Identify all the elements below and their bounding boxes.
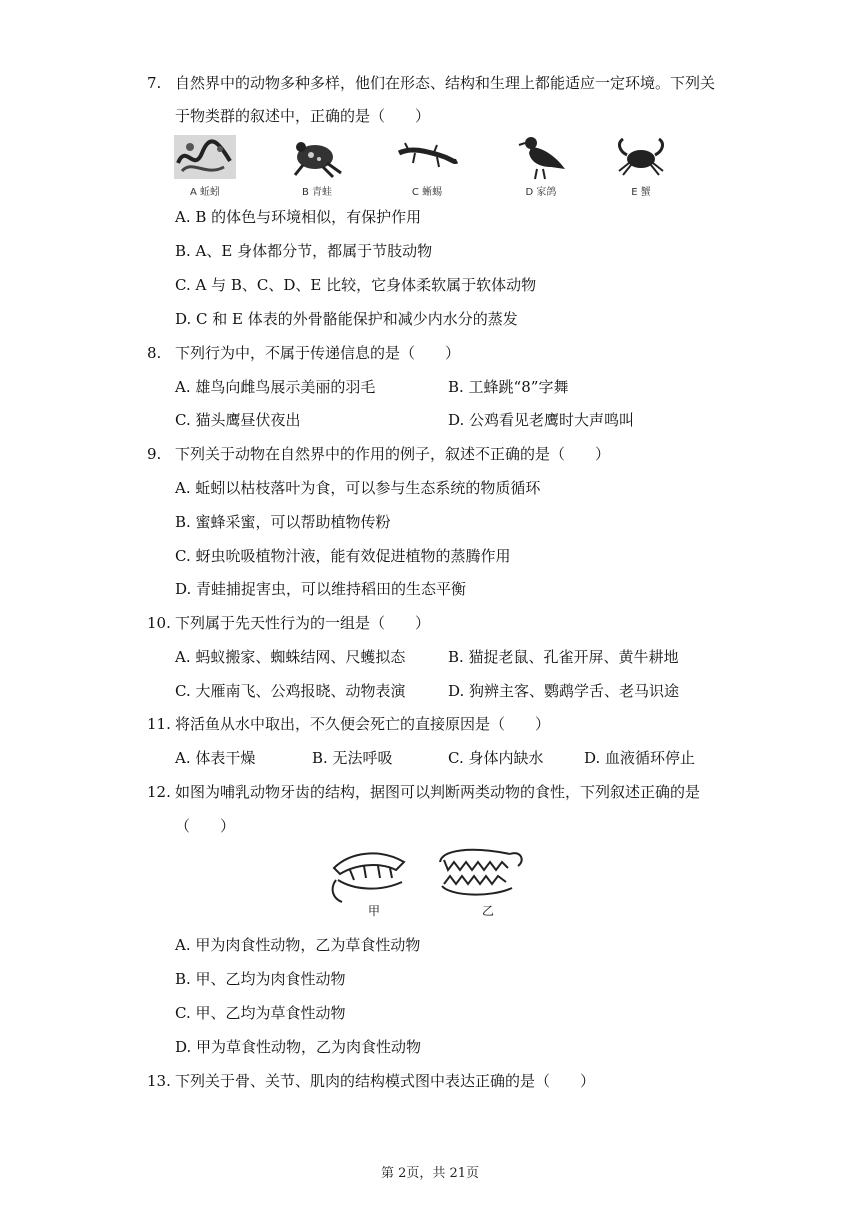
option-c: C. 大雁南飞、公鸡报晓、动物表演 bbox=[175, 682, 406, 700]
lizard-image bbox=[392, 133, 462, 201]
option-b: B. 甲、乙均为肉食性动物 bbox=[175, 970, 346, 988]
option-c: C. 甲、乙均为草食性动物 bbox=[175, 1004, 346, 1022]
question-text: 下列关于动物在自然界中的作用的例子，叙述不正确的是（ ） bbox=[175, 445, 611, 463]
figure-caption: C 蜥蜴 bbox=[411, 187, 443, 198]
option-a: A. 体表干燥 bbox=[175, 749, 256, 767]
option-c: C. 猫头鹰昼伏夜出 bbox=[175, 411, 301, 429]
option-b: B. 工蜂跳“8”字舞 bbox=[448, 378, 569, 396]
question-text: 下列行为中，不属于传递信息的是（ ） bbox=[175, 344, 461, 362]
question-number: 9. bbox=[147, 445, 162, 463]
option-d: D. 狗辨主客、鹦鹉学舌、老马识途 bbox=[448, 682, 680, 700]
question-text: 如图为哺乳动物牙齿的结构，据图可以判断两类动物的食性，下列叙述正确的是 bbox=[175, 783, 701, 801]
pigeon-image bbox=[506, 133, 576, 201]
figure-caption: 乙 bbox=[482, 904, 495, 918]
question-number: 12. bbox=[147, 783, 171, 801]
option-d: D. 公鸡看见老鹰时大声鸣叫 bbox=[448, 411, 635, 429]
frog-image bbox=[282, 133, 352, 201]
figure-caption: B 青蛙 bbox=[301, 187, 333, 198]
option-d: D. 血液循环停止 bbox=[584, 749, 696, 767]
option-a: A. 蚂蚁搬家、蜘蛛结网、尺蠖拟态 bbox=[175, 648, 406, 666]
question-number: 13. bbox=[147, 1072, 171, 1090]
animal-figure bbox=[170, 133, 670, 203]
option-b: B. A、E 身体都分节，都属于节肢动物 bbox=[175, 242, 433, 260]
question-text: 自然界中的动物多种多样，他们在形态、结构和生理上都能适应一定环境。下列关 bbox=[175, 74, 716, 92]
teeth-figure bbox=[320, 840, 540, 920]
option-d: D. 青蛙捕捉害虫，可以维持稻田的生态平衡 bbox=[175, 580, 467, 598]
option-c: C. A 与 B、C、D、E 比较，它身体柔软属于软体动物 bbox=[175, 276, 537, 294]
crab-image bbox=[606, 133, 676, 201]
option-b: B. 无法呼吸 bbox=[312, 749, 393, 767]
earthworm-image bbox=[170, 133, 240, 201]
question-number: 11. bbox=[147, 715, 171, 733]
page-footer: 第 2页，共 21页 bbox=[380, 1166, 480, 1181]
figure-caption: A 蚯蚓 bbox=[189, 187, 221, 198]
option-d: D. C 和 E 体表的外骨骼能保护和减少内水分的蒸发 bbox=[175, 310, 518, 328]
figure-caption: 甲 bbox=[368, 904, 381, 918]
option-a: A. 蚯蚓以枯枝落叶为食，可以参与生态系统的物质循环 bbox=[175, 479, 541, 497]
question-number: 8. bbox=[147, 344, 162, 362]
question-text: 于物类群的叙述中，正确的是（ ） bbox=[175, 107, 431, 125]
option-b: B. 蜜蜂采蜜，可以帮助植物传粉 bbox=[175, 513, 391, 531]
option-d: D. 甲为草食性动物，乙为肉食性动物 bbox=[175, 1038, 422, 1056]
question-text: 下列属于先天性行为的一组是（ ） bbox=[175, 614, 431, 632]
option-b: B. 猫捉老鼠、孔雀开屏、黄牛耕地 bbox=[448, 648, 679, 666]
option-a: A. 雄鸟向雌鸟展示美丽的羽毛 bbox=[175, 378, 376, 396]
figure-caption: D 家鸽 bbox=[525, 187, 557, 198]
figure-caption: E 蟹 bbox=[631, 187, 651, 198]
question-text: 将活鱼从水中取出，不久便会死亡的直接原因是（ ） bbox=[175, 715, 551, 733]
option-c: C. 身体内缺水 bbox=[448, 749, 544, 767]
teeth-diagram bbox=[320, 840, 540, 920]
option-a: A. 甲为肉食性动物，乙为草食性动物 bbox=[175, 936, 421, 954]
option-c: C. 蚜虫吮吸植物汁液，能有效促进植物的蒸腾作用 bbox=[175, 547, 511, 565]
option-a: A. B 的体色与环境相似，有保护作用 bbox=[175, 208, 422, 226]
question-number: 10. bbox=[147, 614, 171, 632]
question-number: 7. bbox=[147, 74, 162, 92]
question-text: （ ） bbox=[175, 817, 236, 835]
question-text: 下列关于骨、关节、肌肉的结构模式图中表达正确的是（ ） bbox=[175, 1072, 596, 1090]
